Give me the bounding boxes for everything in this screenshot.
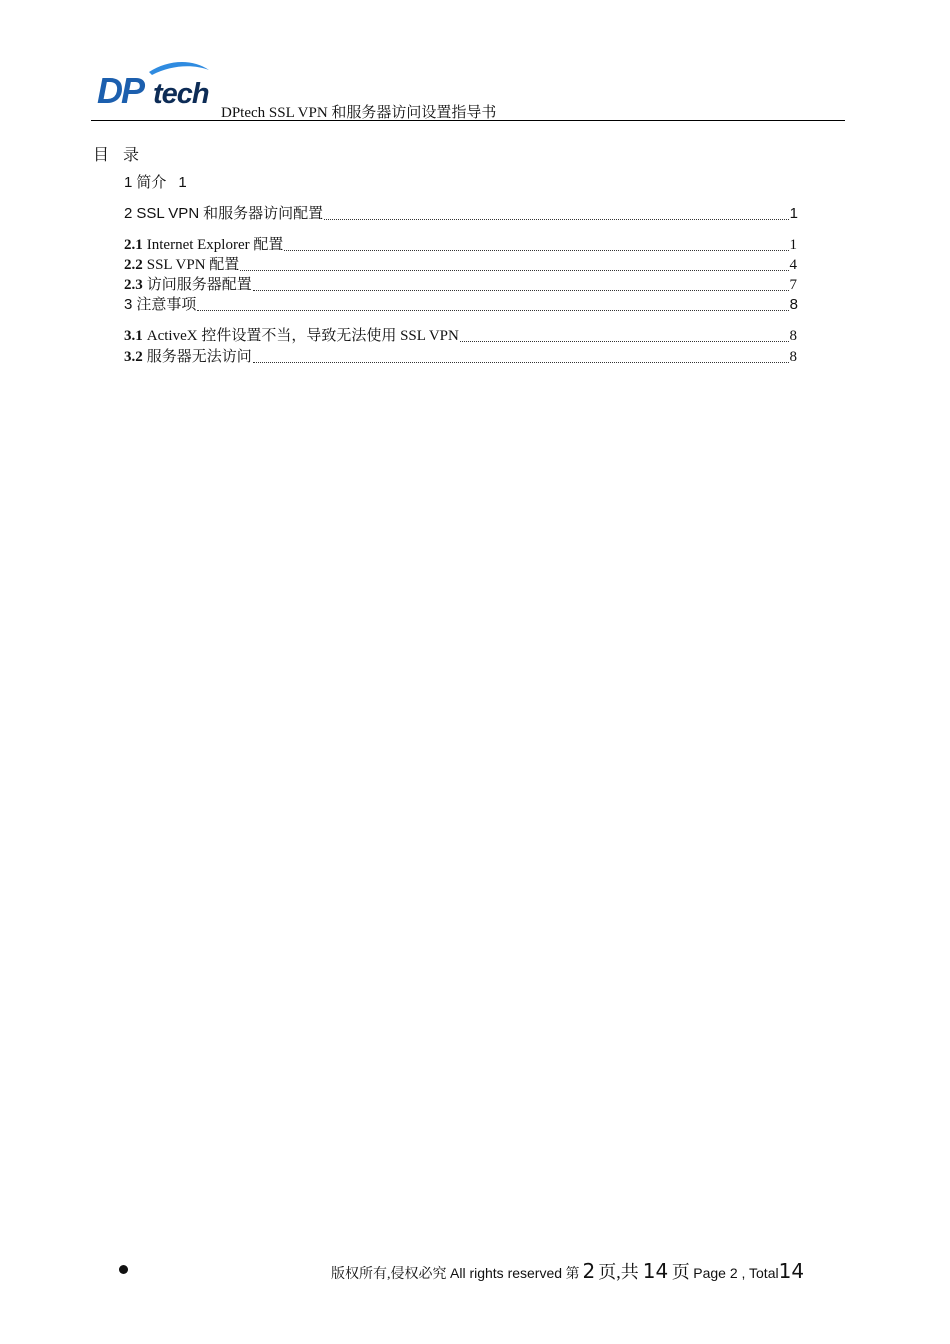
toc-entry-title: Internet Explorer 配置 (146, 237, 284, 253)
toc-leader-dots (240, 270, 788, 271)
svg-text:tech: tech (153, 78, 209, 108)
toc-entry-page: 8 (789, 296, 798, 313)
toc-entry-page: 1 (789, 205, 798, 222)
footer-total-en: 14 (778, 1259, 805, 1283)
toc-entry-page: 1 (178, 174, 187, 191)
toc-leader-dots (197, 310, 788, 311)
toc-entry-2-3[interactable] (124, 273, 797, 294)
footer-bullet-icon (119, 1265, 128, 1274)
toc-entry-title: ActiveX 控件设置不当，导致无法使用 SSL VPN (146, 328, 459, 344)
toc-entry-2-1[interactable] (124, 233, 797, 254)
footer-copyright: 版权所有,侵权必究 (331, 1267, 447, 1282)
toc-entry-1[interactable] (124, 171, 187, 192)
toc-entry-3-2[interactable] (124, 345, 797, 366)
footer-page-label: Page 2 , Total (693, 1265, 779, 1281)
toc-entry-number: 2 (124, 205, 133, 222)
toc-entry-title: 服务器无法访问 (146, 349, 252, 365)
document-title: DPtech SSL VPN 和服务器访问设置指导书 (221, 105, 497, 121)
footer-ye-gong: 页,共 (598, 1262, 639, 1282)
toc-entry-page: 4 (789, 257, 797, 273)
toc-entry-title: 注意事项 (136, 295, 197, 313)
toc-leader-dots (253, 362, 789, 363)
toc-entry-page: 8 (789, 328, 797, 344)
toc-entry-2[interactable] (124, 202, 798, 223)
dptech-logo (97, 58, 217, 108)
footer-ye: 页 (671, 1262, 690, 1282)
toc-leader-dots (253, 290, 789, 291)
toc-entry-title: 和服务器访问配置 (203, 204, 324, 222)
footer-rights: All rights reserved (450, 1265, 563, 1281)
toc-entry-number: 3.2 (124, 349, 143, 365)
toc-entry-3-1[interactable] (124, 324, 797, 345)
toc-entry-number: 3 (124, 296, 133, 313)
toc-entry-title: SSL VPN 配置 (146, 257, 240, 273)
logo-swoosh (149, 62, 209, 75)
svg-text:DP: DP (97, 70, 144, 108)
toc-heading-char-2: 录 (123, 147, 140, 164)
toc-entry-number: 1 (124, 174, 133, 191)
toc-entry-page: 8 (789, 349, 797, 365)
footer-di: 第 (565, 1267, 580, 1282)
toc-leader-dots (284, 250, 788, 251)
toc-leader-dots (324, 219, 788, 220)
page-footer (331, 1258, 804, 1284)
toc-leader-dots (460, 341, 789, 342)
toc-entry-number: 2.1 (124, 237, 143, 253)
header-divider (91, 120, 845, 121)
toc-entry-3[interactable] (124, 293, 798, 314)
toc-heading (93, 142, 139, 165)
toc-entry-title: 简介 (136, 173, 167, 191)
toc-entry-title-prefix: SSL VPN (136, 205, 200, 222)
footer-current-page: 2 (582, 1259, 596, 1283)
footer-total-pages: 14 (642, 1259, 669, 1283)
toc-entry-2-2[interactable] (124, 253, 797, 274)
toc-entry-title: 访问服务器配置 (146, 277, 252, 293)
toc-heading-char-1: 目 (93, 147, 110, 164)
toc-entry-number: 2.3 (124, 277, 143, 293)
toc-entry-number: 2.2 (124, 257, 143, 273)
toc-entry-page: 7 (789, 277, 797, 293)
toc-entry-number: 3.1 (124, 328, 143, 344)
toc-entry-page: 1 (789, 237, 797, 253)
